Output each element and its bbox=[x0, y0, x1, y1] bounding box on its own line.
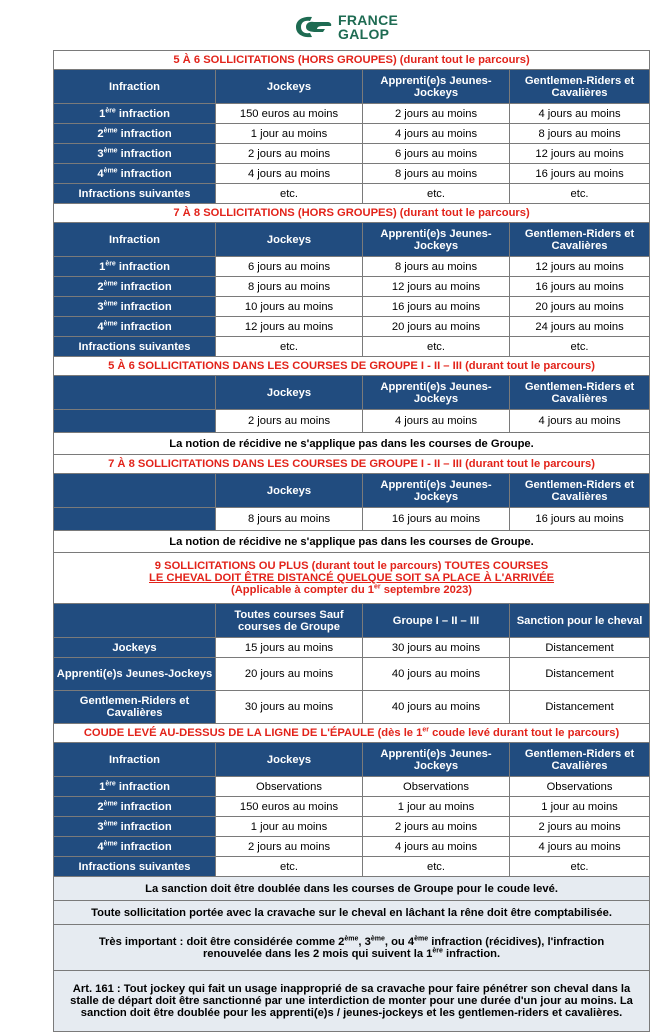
column-header: Apprenti(e)s Jeunes-Jockeys bbox=[363, 474, 510, 508]
row-label: Jockeys bbox=[54, 638, 216, 658]
table-row bbox=[54, 410, 650, 433]
column-header: Jockeys bbox=[216, 474, 363, 508]
france-galop-logo bbox=[292, 12, 398, 42]
note: La notion de récidive ne s'applique pas dans les courses de Groupe. bbox=[54, 433, 650, 455]
cell: 16 jours au moins bbox=[363, 508, 510, 531]
note: Art. 161 : Tout jockey qui fait un usage inapproprié de sa cravache pour faire pénétrer son cheval dans la stalle de départ doit être sanctionné par une interdiction de monter pour une durée d'un jour au moins. La sanction doit être doublée pour les apprenti(e)s / jeunes-jockeys et les gentlemen-riders et cavalières. bbox=[54, 971, 650, 1032]
horse-logo-icon bbox=[292, 13, 334, 41]
cell: etc. bbox=[216, 184, 363, 204]
cell: 2 jours au moins bbox=[216, 410, 363, 433]
cell: etc. bbox=[363, 184, 510, 204]
cell: 12 jours au moins bbox=[510, 257, 650, 277]
column-header: Infraction bbox=[54, 70, 216, 104]
cell: 15 jours au moins bbox=[216, 638, 363, 658]
row-label: 1ère infraction bbox=[54, 777, 216, 797]
cell: 8 jours au moins bbox=[216, 277, 363, 297]
row-label: 3ème infraction bbox=[54, 297, 216, 317]
table-row bbox=[54, 508, 650, 531]
section-title: 5 À 6 SOLLICITATIONS DANS LES COURSES DE GROUPE I - II – III (durant tout le parcours) bbox=[54, 357, 650, 376]
row-label: Gentlemen-Riders et Cavalières bbox=[54, 691, 216, 724]
cell: Distancement bbox=[510, 691, 650, 724]
row-label: 2ème infraction bbox=[54, 797, 216, 817]
row-label: 1ère infraction bbox=[54, 257, 216, 277]
row-label bbox=[54, 508, 216, 531]
row-label: Apprenti(e)s Jeunes-Jockeys bbox=[54, 658, 216, 691]
cell: Observations bbox=[510, 777, 650, 797]
row-label bbox=[54, 410, 216, 433]
column-header: Sanction pour le cheval bbox=[510, 604, 650, 638]
cell: 4 jours au moins bbox=[363, 837, 510, 857]
cell: 1 jour au moins bbox=[216, 124, 363, 144]
cell: 30 jours au moins bbox=[363, 638, 510, 658]
cell: etc. bbox=[510, 184, 650, 204]
cell: 4 jours au moins bbox=[510, 410, 650, 433]
table-row bbox=[54, 104, 650, 124]
column-header: Gentlemen-Riders et Cavalières bbox=[510, 376, 650, 410]
cell: 2 jours au moins bbox=[216, 837, 363, 857]
cell: 2 jours au moins bbox=[363, 104, 510, 124]
cell: Observations bbox=[363, 777, 510, 797]
row-label: Infractions suivantes bbox=[54, 857, 216, 877]
cell: 40 jours au moins bbox=[363, 658, 510, 691]
cell: 1 jour au moins bbox=[510, 797, 650, 817]
row-label: 3ème infraction bbox=[54, 144, 216, 164]
column-header: Jockeys bbox=[216, 70, 363, 104]
cell: 150 euros au moins bbox=[216, 104, 363, 124]
table-row bbox=[54, 184, 650, 204]
section-title-line: (Applicable à compter du 1er septembre 2023) bbox=[231, 583, 473, 596]
cell: 4 jours au moins bbox=[363, 410, 510, 433]
row-label: 2ème infraction bbox=[54, 277, 216, 297]
column-header bbox=[54, 604, 216, 638]
note: Toute sollicitation portée avec la cravache sur le cheval en lâchant la rêne doit être comptabilisée. bbox=[54, 901, 650, 925]
table-row bbox=[54, 297, 650, 317]
column-header bbox=[54, 474, 216, 508]
table-row bbox=[54, 317, 650, 337]
column-header: Apprenti(e)s Jeunes-Jockeys bbox=[363, 743, 510, 777]
column-header: Jockeys bbox=[216, 376, 363, 410]
cell: 8 jours au moins bbox=[510, 124, 650, 144]
cell: 12 jours au moins bbox=[510, 144, 650, 164]
column-header: Gentlemen-Riders et Cavalières bbox=[510, 70, 650, 104]
table-row bbox=[54, 817, 650, 837]
cell: 150 euros au moins bbox=[216, 797, 363, 817]
section-title bbox=[54, 553, 650, 604]
brand-line-1: FRANCE bbox=[338, 12, 399, 28]
cell: 1 jour au moins bbox=[363, 797, 510, 817]
row-label: 4ème infraction bbox=[54, 317, 216, 337]
cell: 2 jours au moins bbox=[363, 817, 510, 837]
cell: 30 jours au moins bbox=[216, 691, 363, 724]
column-header: Apprenti(e)s Jeunes-Jockeys bbox=[363, 376, 510, 410]
table-row bbox=[54, 277, 650, 297]
row-label: Infractions suivantes bbox=[54, 337, 216, 357]
cell: 12 jours au moins bbox=[363, 277, 510, 297]
section-title: 5 À 6 SOLLICITATIONS (HORS GROUPES) (durant tout le parcours) bbox=[54, 51, 650, 70]
table-row bbox=[54, 638, 650, 658]
column-header: Apprenti(e)s Jeunes-Jockeys bbox=[363, 70, 510, 104]
cell: 20 jours au moins bbox=[510, 297, 650, 317]
row-label: 4ème infraction bbox=[54, 164, 216, 184]
cell: 2 jours au moins bbox=[216, 144, 363, 164]
column-header bbox=[54, 376, 216, 410]
cell: 1 jour au moins bbox=[216, 817, 363, 837]
cell: 8 jours au moins bbox=[363, 257, 510, 277]
cell: 2 jours au moins bbox=[510, 817, 650, 837]
cell: 8 jours au moins bbox=[216, 508, 363, 531]
cell: 4 jours au moins bbox=[510, 837, 650, 857]
row-label: 3ème infraction bbox=[54, 817, 216, 837]
cell: 40 jours au moins bbox=[363, 691, 510, 724]
cell: etc. bbox=[216, 857, 363, 877]
column-header: Toutes courses Sauf courses de Groupe bbox=[216, 604, 363, 638]
cell: Distancement bbox=[510, 658, 650, 691]
table-row bbox=[54, 257, 650, 277]
note: La notion de récidive ne s'applique pas dans les courses de Groupe. bbox=[54, 531, 650, 553]
brand-line-2: GALOP bbox=[338, 26, 390, 42]
table-row bbox=[54, 164, 650, 184]
cell: 6 jours au moins bbox=[216, 257, 363, 277]
section-title: 7 À 8 SOLLICITATIONS DANS LES COURSES DE GROUPE I - II – III (durant tout le parcours) bbox=[54, 455, 650, 474]
row-label: 4ème infraction bbox=[54, 837, 216, 857]
section-title: 7 À 8 SOLLICITATIONS (HORS GROUPES) (durant tout le parcours) bbox=[54, 204, 650, 223]
column-header: Infraction bbox=[54, 743, 216, 777]
note: La sanction doit être doublée dans les courses de Groupe pour le coude levé. bbox=[54, 877, 650, 901]
column-header: Jockeys bbox=[216, 743, 363, 777]
section-title-line: 9 SOLLICITATIONS OU PLUS (durant tout le parcours) TOUTES COURSES bbox=[154, 560, 549, 572]
cell: 20 jours au moins bbox=[363, 317, 510, 337]
table-row bbox=[54, 337, 650, 357]
table-row bbox=[54, 691, 650, 724]
cell: 6 jours au moins bbox=[363, 144, 510, 164]
cell: 4 jours au moins bbox=[363, 124, 510, 144]
cell: 12 jours au moins bbox=[216, 317, 363, 337]
column-header: Gentlemen-Riders et Cavalières bbox=[510, 223, 650, 257]
sanctions-table bbox=[53, 50, 650, 1032]
cell: etc. bbox=[510, 857, 650, 877]
cell: 16 jours au moins bbox=[510, 277, 650, 297]
row-label: 1ère infraction bbox=[54, 104, 216, 124]
column-header: Gentlemen-Riders et Cavalières bbox=[510, 474, 650, 508]
column-header: Apprenti(e)s Jeunes-Jockeys bbox=[363, 223, 510, 257]
note: Très important : doit être considérée comme 2ème, 3ème, ou 4ème infraction (récidives), l'infraction renouvelée dans les 2 mois qui suivent la 1ère infraction. bbox=[54, 925, 650, 971]
cell: etc. bbox=[510, 337, 650, 357]
table-row bbox=[54, 124, 650, 144]
cell: 16 jours au moins bbox=[510, 164, 650, 184]
cell: 24 jours au moins bbox=[510, 317, 650, 337]
cell: 16 jours au moins bbox=[510, 508, 650, 531]
cell: Observations bbox=[216, 777, 363, 797]
column-header: Groupe I – II – III bbox=[363, 604, 510, 638]
cell: 16 jours au moins bbox=[363, 297, 510, 317]
cell: Distancement bbox=[510, 638, 650, 658]
cell: etc. bbox=[363, 337, 510, 357]
cell: 20 jours au moins bbox=[216, 658, 363, 691]
table-row bbox=[54, 797, 650, 817]
table-row bbox=[54, 144, 650, 164]
cell: 4 jours au moins bbox=[216, 164, 363, 184]
section-title-line: LE CHEVAL DOIT ÊTRE DISTANCÉ QUELQUE SOIT SA PLACE À L'ARRIVÉE bbox=[149, 572, 555, 584]
cell: 10 jours au moins bbox=[216, 297, 363, 317]
table-row bbox=[54, 857, 650, 877]
cell: etc. bbox=[363, 857, 510, 877]
column-header: Gentlemen-Riders et Cavalières bbox=[510, 743, 650, 777]
table-row bbox=[54, 658, 650, 691]
column-header: Jockeys bbox=[216, 223, 363, 257]
column-header: Infraction bbox=[54, 223, 216, 257]
row-label: Infractions suivantes bbox=[54, 184, 216, 204]
table-row bbox=[54, 777, 650, 797]
cell: 8 jours au moins bbox=[363, 164, 510, 184]
cell: 4 jours au moins bbox=[510, 104, 650, 124]
cell: etc. bbox=[216, 337, 363, 357]
row-label: 2ème infraction bbox=[54, 124, 216, 144]
section-title: COUDE LEVÉ AU-DESSUS DE LA LIGNE DE L'ÉPAULE (dès le 1er coude levé durant tout le parcours) bbox=[54, 724, 650, 743]
table-row bbox=[54, 837, 650, 857]
brand-name bbox=[338, 13, 398, 41]
